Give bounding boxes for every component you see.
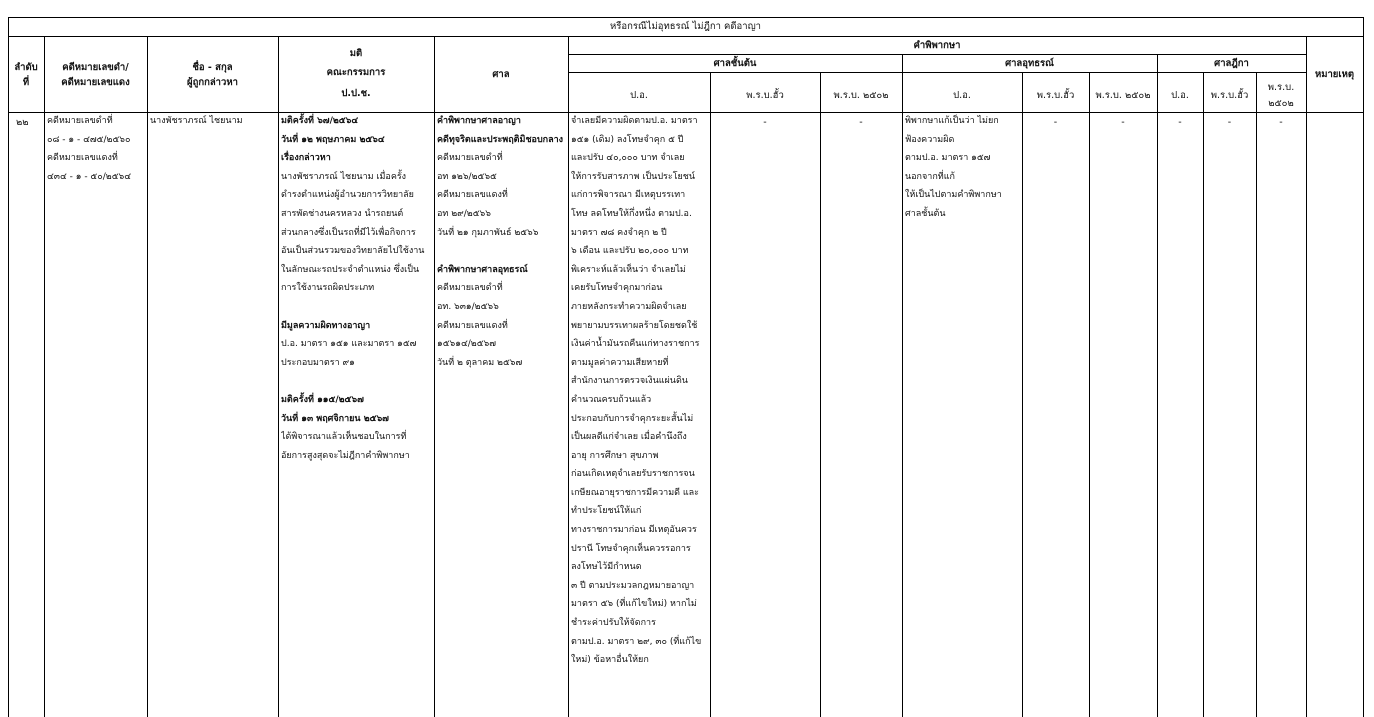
row-case-no: [47, 112, 145, 186]
row-resolution: [281, 112, 433, 465]
header-judgment: คำพิพากษา: [913, 40, 961, 51]
court-line: คดีหมายเลขแดงที่: [437, 320, 508, 331]
row-name: [150, 112, 276, 131]
header-first-pr-new: พ.ร.บ.ฮั้ว: [746, 90, 784, 101]
first_pa-line: ใหม่) ข้อหาอื่นให้ยก: [571, 655, 649, 666]
resolution-line: [281, 298, 433, 317]
case-no-line: ๔๓๔ - ๑ - ๕๐/๒๕๖๔: [47, 171, 132, 182]
first_pa-line: ๓ ปี ตามประมวลกฎหมายอาญา: [571, 580, 695, 591]
resolution-line: [281, 372, 433, 391]
header-name-line2: ผู้ถูกกล่าวหา: [187, 77, 238, 88]
header-case-no-line2: คดีหมายเลขแดง: [61, 77, 130, 88]
accused-name: นางพัชราภรณ์ ไชยนาม: [150, 116, 243, 126]
table-grid-line: [1203, 72, 1204, 717]
row-first-instance-pa: [571, 112, 709, 670]
resolution-line: อัยการสูงสุดจะไม่ฎีกาคำพิพากษา: [281, 450, 410, 461]
header-supreme-pa: ป.อ.: [1171, 90, 1189, 101]
first_pa-line: คำนวณครบถ้วนแล้ว: [571, 394, 652, 405]
first_pa-line: จำเลยมีความผิดตามป.อ. มาตรา: [571, 116, 698, 126]
resolution-line: วันที่ ๑๒ พฤษภาคม ๒๕๖๔: [281, 134, 385, 145]
first_pa-line: ประกอบกับการจำคุกระยะสั้นไม่: [571, 413, 694, 424]
header-no-line2: ที่: [22, 77, 30, 88]
resolution-line: วันที่ ๑๓ พฤศจิกายน ๒๕๖๗: [281, 413, 389, 424]
table-grid-line: [1022, 72, 1023, 717]
header-first-pr-2502: พ.ร.บ. ๒๕๐๒: [833, 90, 889, 101]
table-grid-line: [710, 72, 711, 717]
table-grid-line: [568, 72, 1306, 73]
court-line: อท ๒๙/๒๕๖๖: [437, 208, 491, 219]
header-resolution-line1: มติ: [349, 48, 363, 59]
case-no-line: คดีหมายเลขแดงที่: [47, 153, 118, 164]
first_pa-line: อายุ การศึกษา สุขภาพ: [571, 450, 659, 461]
header-supreme-pr-2502-line2: ๒๕๐๒: [1268, 98, 1294, 109]
resolution-line: สารพัดช่างนครหลวง นำรถยนต์: [281, 208, 404, 219]
header-appeal-court: ศาลอุทธรณ์: [1005, 58, 1054, 69]
court-line: อท. ๖๓๑/๒๕๖๖: [437, 301, 499, 312]
resolution-line: การใช้งานรถผิดประเภท: [281, 283, 375, 294]
table-grid-line: [1089, 72, 1090, 717]
resolution-line: ได้พิจารณาแล้วเห็นชอบในการที่: [281, 432, 407, 443]
appeal_pa-line: ให้เป็นไปตามคำพิพากษา: [905, 190, 1002, 201]
header-first-pa: ป.อ.: [630, 90, 648, 101]
court-line: คำพิพากษาศาลอุทธรณ์: [437, 264, 528, 275]
row-no: ๒๒: [16, 117, 29, 128]
resolution-line: ส่วนกลางซึ่งเป็นรถที่มีไว้เพื่อกิจการ: [281, 227, 416, 238]
case-no-line: คดีหมายเลขดำที่: [47, 116, 113, 126]
header-resolution-line2: คณะกรรมการ: [326, 67, 386, 78]
court-line: คดีทุจริตและประพฤติมิชอบกลาง: [437, 134, 564, 145]
first_pa-line: มาตรา ๗๘ คงจำคุก ๒ ปี: [571, 227, 667, 238]
appeal_pa-line: ศาลชั้นต้น: [905, 208, 946, 219]
first_pa-line: มาตรา ๕๖ (ที่แก้ไขใหม่) หากไม่: [571, 599, 697, 610]
first_pa-line: เงินค่าน้ำมันรถคืนแก่ทางราชการ: [571, 339, 700, 350]
court-line: คดีหมายเลขดำที่: [437, 283, 503, 294]
court-line: [437, 242, 567, 261]
table-grid-line: [1256, 72, 1257, 717]
header-supreme-pr-2502-line1: พ.ร.บ.: [1267, 82, 1295, 93]
first_pa-line: พิเคราะห์แล้วเห็นว่า จำเลยไม่: [571, 264, 686, 275]
resolution-line: ป.อ. มาตรา ๑๕๑ และมาตรา ๑๕๗: [281, 339, 417, 350]
row-supreme-pr-new: -: [1227, 117, 1232, 128]
first_pa-line: ภายหลังกระทำความผิดจำเลย: [571, 301, 687, 312]
table-grid-line: [568, 54, 1306, 55]
appeal_pa-line: พิพากษาแก้เป็นว่า ไม่ยก: [905, 116, 999, 126]
header-court: ศาล: [492, 69, 510, 80]
row-supreme-pr-2502: -: [1279, 117, 1283, 128]
first_pa-line: ๖ เดือน และปรับ ๒๐,๐๐๐ บาท: [571, 246, 689, 257]
court-line: อท ๑๒๖/๒๕๖๕: [437, 171, 497, 182]
court-line: วันที่ ๒ ตุลาคม ๒๕๖๗: [437, 357, 523, 368]
header-resolution-line3: ป.ป.ช.: [341, 88, 371, 99]
table-grid-line: [44, 36, 45, 717]
resolution-line: นางพัชราภรณ์ ไชยนาม เมื่อครั้ง: [281, 171, 407, 182]
first_pa-line: ตามมูลค่าความเสียหายที่: [571, 357, 669, 368]
resolution-line: ดำรงตำแหน่งผู้อำนวยการวิทยาลัย: [281, 190, 414, 201]
first_pa-line: และปรับ ๔๐,๐๐๐ บาท จำเลย: [571, 153, 685, 164]
court-line: ๑๕๖๑๔/๒๕๖๗: [437, 339, 497, 350]
case-no-line: ๐๘ - ๑ - ๔๗๕/๒๕๖๐: [47, 134, 131, 145]
header-appeal-pr-new: พ.ร.บ.ฮั้ว: [1036, 90, 1075, 101]
first_pa-line: โทษ ลดโทษให้กึ่งหนึ่ง ตามป.อ.: [571, 208, 692, 219]
header-supreme-court: ศาลฎีกา: [1214, 58, 1249, 69]
court-line: วันที่ ๒๑ กุมภาพันธ์ ๒๕๖๖: [437, 227, 539, 238]
resolution-line: มติครั้งที่ ๖๗/๒๕๖๔: [281, 116, 359, 126]
header-case-no-line1: คดีหมายเลขดำ/: [62, 62, 129, 73]
table-grid-line: [1306, 36, 1307, 717]
first_pa-line: เคยรับโทษจำคุกมาก่อน: [571, 283, 663, 294]
first_pa-line: ก่อนเกิดเหตุจำเลยรับราชการจน: [571, 469, 695, 480]
row-first-pr-2502: -: [859, 117, 863, 128]
court-line: คดีหมายเลขแดงที่: [437, 190, 508, 201]
court-line: คดีหมายเลขดำที่: [437, 153, 503, 164]
header-no-line1: ลำดับ: [14, 62, 38, 73]
resolution-line: มีมูลความผิดทางอาญา: [281, 320, 371, 331]
first_pa-line: แก่การพิจารณา มีเหตุบรรเทา: [571, 190, 686, 201]
row-first-pr-new: -: [763, 117, 767, 128]
resolution-line: ในลักษณะรถประจำตำแหน่ง ซึ่งเป็น: [281, 264, 420, 275]
first_pa-line: ตามป.อ. มาตรา ๒๙, ๓๐ (ที่แก้ไข: [571, 636, 702, 647]
first_pa-line: พยายามบรรเทาผลร้ายโดยชดใช้: [571, 320, 698, 331]
table-grid-line: [434, 36, 435, 717]
table-grid-line: [902, 54, 903, 717]
first_pa-line: ทำประโยชน์ให้แก่: [571, 506, 642, 517]
row-supreme-pa: -: [1178, 117, 1182, 128]
table-border-left: [8, 17, 9, 717]
header-appeal-pa: ป.อ.: [953, 90, 971, 101]
table-grid-line: [568, 36, 569, 717]
table-grid-line: [8, 36, 1363, 37]
resolution-line: อันเป็นส่วนรวมของวิทยาลัยไปใช้งาน: [281, 246, 425, 257]
table-grid-line: [820, 72, 821, 717]
appeal_pa-line: นอกจากที่แก้: [905, 171, 955, 182]
header-appeal-pr-2502: พ.ร.บ. ๒๕๐๒: [1095, 90, 1151, 101]
table-title: หรือกรณีไม่อุทธรณ์ ไม่ฎีกา คดีอาญา: [610, 21, 761, 32]
row-appeal-pa: [905, 112, 1021, 224]
header-supreme-pr-new: พ.ร.บ.ฮั้ว: [1210, 90, 1249, 101]
table-grid-line: [278, 36, 279, 717]
resolution-line: มติครั้งที่ ๑๑๕/๒๕๖๗: [281, 394, 364, 405]
table-border-top: [8, 17, 1363, 18]
first_pa-line: ลงโทษไว้มีกำหนด: [571, 562, 642, 573]
first_pa-line: ให้การรับสารภาพ เป็นประโยชน์: [571, 171, 696, 182]
table-grid-line: [147, 36, 148, 717]
first_pa-line: ทางราชการมาก่อน มีเหตุอันควร: [571, 525, 697, 536]
header-name-line1: ชื่อ - สกุล: [192, 62, 233, 73]
row-appeal-pr-2502: -: [1121, 117, 1125, 128]
first_pa-line: ชำระค่าปรับให้จัดการ: [571, 618, 656, 629]
first_pa-line: ๑๕๑ (เดิม) ลงโทษจำคุก ๕ ปี: [571, 134, 684, 145]
resolution-line: เรื่องกล่าวหา: [281, 153, 331, 164]
header-remark: หมายเหตุ: [1314, 69, 1355, 80]
row-court: [437, 112, 567, 372]
row-appeal-pr-new: -: [1053, 117, 1058, 128]
first_pa-line: เกษียณอายุราชการมีความดี และ: [571, 487, 699, 498]
first_pa-line: สำนักงานการตรวจเงินแผ่นดิน: [571, 376, 688, 387]
court-line: คำพิพากษาศาลอาญา: [437, 116, 521, 126]
table-grid-line: [1157, 54, 1158, 717]
appeal_pa-line: ฟ้องความผิด: [905, 134, 955, 145]
resolution-line: ประกอบมาตรา ๙๑: [281, 357, 355, 368]
first_pa-line: ปรานี โทษจำคุกเห็นควรรอการ: [571, 543, 691, 554]
header-first-instance: ศาลชั้นต้น: [713, 58, 757, 69]
table-border-right: [1363, 17, 1364, 717]
first_pa-line: เป็นผลดีแก่จำเลย เมื่อคำนึงถึง: [571, 432, 687, 443]
appeal_pa-line: ตามป.อ. มาตรา ๑๕๗: [905, 153, 991, 164]
